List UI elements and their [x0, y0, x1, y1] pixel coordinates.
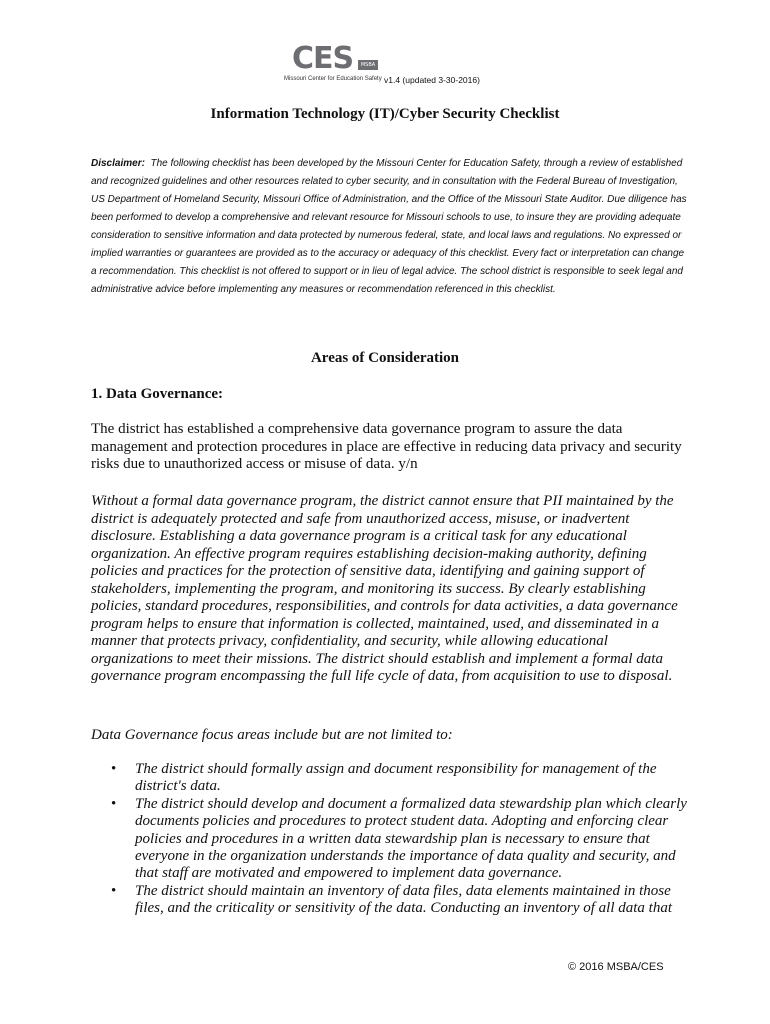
- bullet-marker: •: [111, 761, 117, 777]
- disclaimer-label: Disclaimer:: [91, 158, 145, 169]
- focus-area-list: [91, 761, 691, 918]
- heading-data-governance: 1. Data Governance:: [91, 386, 224, 402]
- logo-text: CES: [292, 41, 354, 76]
- logo-subtitle: Missouri Center for Education Safety: [284, 76, 382, 82]
- version-label: v1.4 (updated 3-30-2016): [384, 75, 480, 85]
- disclaimer-text: The following checklist has been developed by the Missouri Center for Education Safety, through a review of established and recognized guidelines and other resources related to cyber security, and in consultation with the Federal Bureau of Investigation, US Department of Homeland Security, Missouri Office of Administration, and the Office of the Missouri State Auditor. Due diligence has been performed to develop a comprehensive and relevant resource for Missouri schools to use, to insure they are providing adequate consideration to sensitive information and data protected by numerous federal, state, and local laws and regulations. No expressed or implied warranties or guarantees are provided as to the accuracy or adequacy of this checklist. Every fact or interpretation can change a recommendation. This checklist is not offered to support or in lieu of legal advice. The school district is responsible to seek legal and administrative advice before implementing any measures or recommendation referenced in this checklist.: [91, 158, 687, 295]
- paragraph-checklist-item: The district has established a comprehensive data governance program to assure the data management and protection procedures in place are effective in reducing data privacy and security risks due to unauthorized access or misuse of data. y/n: [91, 421, 682, 472]
- list-item-text: The district should develop and document a formalized data stewardship plan which clearly documents policies and procedures to protect student data. Adopting and enforcing clear policies and procedures in a written data stewardship plan is necessary to ensure that everyone in the organization understands the importance of data quality and security, and that staff are motivated and empowered to implement data governance.: [135, 795, 687, 882]
- document-title: Information Technology (IT)/Cyber Security Checklist: [210, 106, 560, 122]
- footer-copyright: © 2016 MSBA/CES: [568, 961, 664, 973]
- paragraph-explanation: Without a formal data governance program, the district cannot ensure that PII maintained by the district is adequately protected and safe from unauthorized access, misuse, or inadvertent disclosure. Establishing a data governance program is a critical task for any educational organization. An effective program requires establishing decision-making authority, defining policies and practices for the protection of sensitive data, identifying and gaining support of stakeholders, implementing the program, and monitoring its success. By clearly establishing policies, standard procedures, responsibilities, and controls for data activities, a data governance program helps to ensure that information is collected, maintained, used, and disseminated in a manner that protects privacy, confidentiality, and security, while allowing educational organizations to meet their missions. The district should establish and implement a formal data governance program encompassing the full life cycle of data, from acquisition to use to disposal.: [91, 493, 678, 684]
- paragraph-focus-areas: Data Governance focus areas include but are not limited to:: [91, 727, 453, 743]
- list-item: [91, 883, 691, 918]
- ces-logo: [284, 42, 384, 90]
- list-item: [91, 761, 691, 796]
- bullet-marker: •: [111, 882, 117, 899]
- logo-badge: MSBA: [358, 60, 378, 70]
- list-item: [91, 796, 691, 883]
- disclaimer: [91, 155, 691, 299]
- list-item-text: The district should maintain an inventory of data files, data elements maintained in those files, and the criticality or sensitivity of the data. Conducting an inventory of all data that: [135, 882, 673, 917]
- section-title: Areas of Consideration: [310, 350, 460, 366]
- bullet-marker: •: [111, 795, 117, 812]
- list-item-text: The district should formally assign and document responsibility for management of the district's data.: [135, 761, 657, 795]
